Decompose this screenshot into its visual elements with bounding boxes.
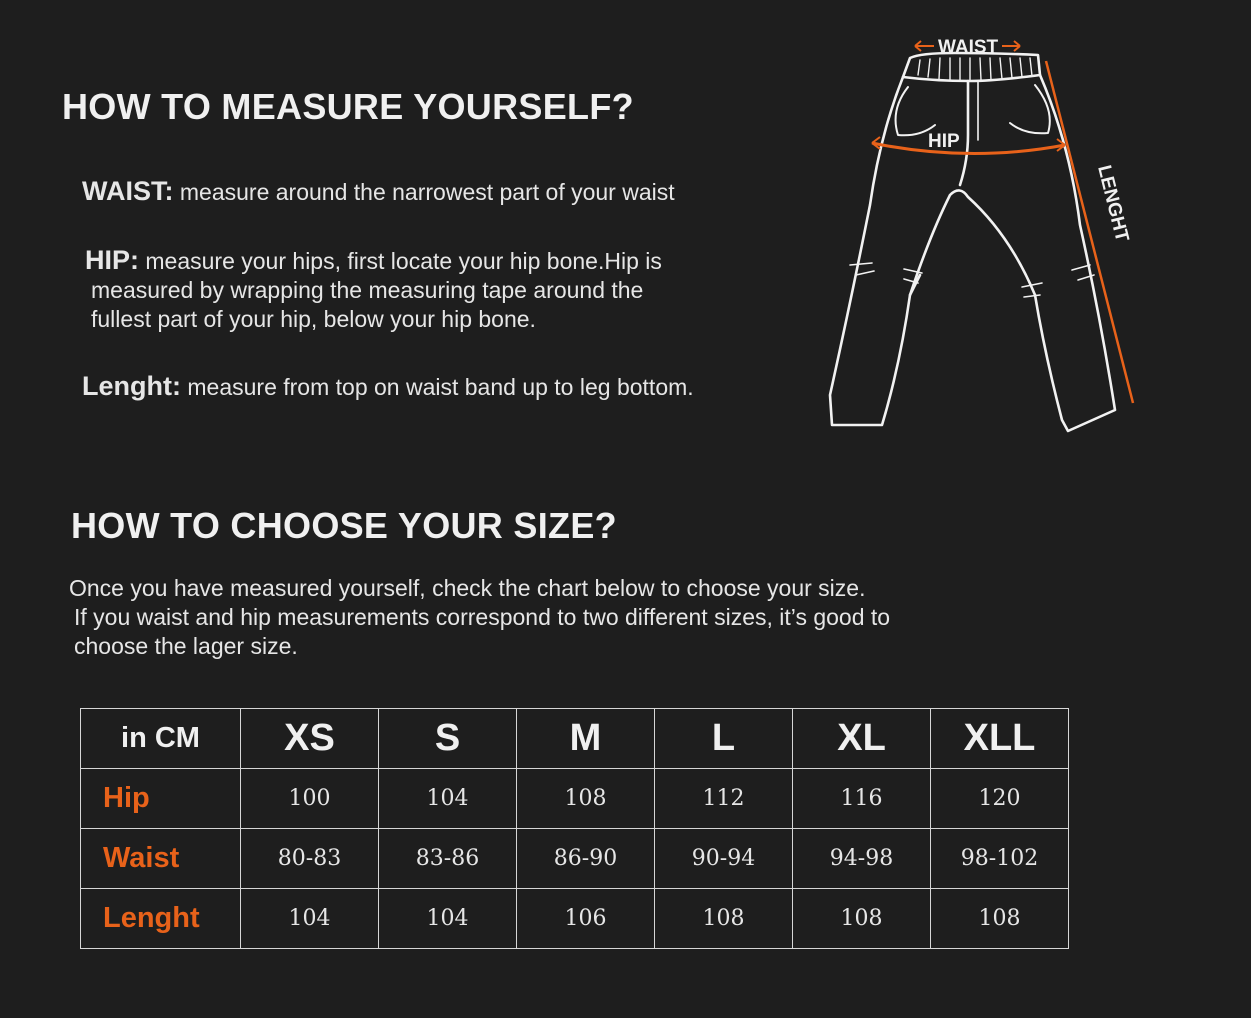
table-cell: 108 <box>931 889 1069 949</box>
table-cell: 104 <box>379 889 517 949</box>
waist-row-label: Waist <box>81 829 241 889</box>
hip-row-label: Hip <box>81 769 241 829</box>
table-cell: 90-94 <box>655 829 793 889</box>
table-cell: 104 <box>379 769 517 829</box>
waist-text: measure around the narrowest part of your waist <box>173 179 675 205</box>
length-text: measure from top on waist band up to leg bottom. <box>180 374 694 400</box>
table-cell: 86-90 <box>517 829 655 889</box>
choose-text-line1: Once you have measured yourself, check the chart below to choose your size. <box>69 575 866 601</box>
size-s-header: S <box>379 709 517 769</box>
size-table <box>80 708 1069 949</box>
table-cell: 120 <box>931 769 1069 829</box>
size-xl-header: XL <box>793 709 931 769</box>
table-cell: 83-86 <box>379 829 517 889</box>
unit-label: in CM <box>81 709 241 769</box>
size-l-header: L <box>655 709 793 769</box>
length-definition <box>82 372 694 402</box>
pants-illustration <box>810 25 1150 445</box>
choose-text-line2: If you waist and hip measurements correspond to two different sizes, it’s good to <box>74 604 891 630</box>
measure-heading: HOW TO MEASURE YOURSELF? <box>62 86 634 127</box>
hip-text-line1: measure your hips, first locate your hip bone.Hip is <box>139 248 662 274</box>
table-cell: 112 <box>655 769 793 829</box>
table-cell: 108 <box>517 769 655 829</box>
table-row <box>81 829 1069 889</box>
waist-definition <box>82 177 675 207</box>
choose-text-line3: choose the lager size. <box>74 633 298 659</box>
choose-heading: HOW TO CHOOSE YOUR SIZE? <box>71 505 617 546</box>
pants-drawing <box>810 25 1150 445</box>
table-cell: 104 <box>241 889 379 949</box>
length-row-label: Lenght <box>81 889 241 949</box>
table-row <box>81 889 1069 949</box>
table-cell: 98-102 <box>931 829 1069 889</box>
hip-dimension-label: HIP <box>928 131 960 152</box>
choose-instructions <box>69 574 890 661</box>
table-cell: 80-83 <box>241 829 379 889</box>
size-m-header: M <box>517 709 655 769</box>
table-cell: 106 <box>517 889 655 949</box>
length-dimension-label: LENGHT <box>1093 163 1133 244</box>
size-xll-header: XLL <box>931 709 1069 769</box>
length-term: Lenght: <box>82 371 181 401</box>
hip-text-line3: fullest part of your hip, below your hip bone. <box>91 306 536 332</box>
table-cell: 108 <box>793 889 931 949</box>
hip-text-line2: measured by wrapping the measuring tape around the <box>91 277 644 303</box>
table-cell: 116 <box>793 769 931 829</box>
table-row <box>81 769 1069 829</box>
table-cell: 108 <box>655 889 793 949</box>
hip-definition <box>85 246 662 334</box>
size-header-row <box>81 709 1069 769</box>
table-cell: 94-98 <box>793 829 931 889</box>
waist-term: WAIST: <box>82 176 174 206</box>
hip-term: HIP: <box>85 245 139 275</box>
waist-dimension-label: WAIST <box>938 37 999 58</box>
table-cell: 100 <box>241 769 379 829</box>
pants-outline <box>830 53 1115 431</box>
size-xs-header: XS <box>241 709 379 769</box>
